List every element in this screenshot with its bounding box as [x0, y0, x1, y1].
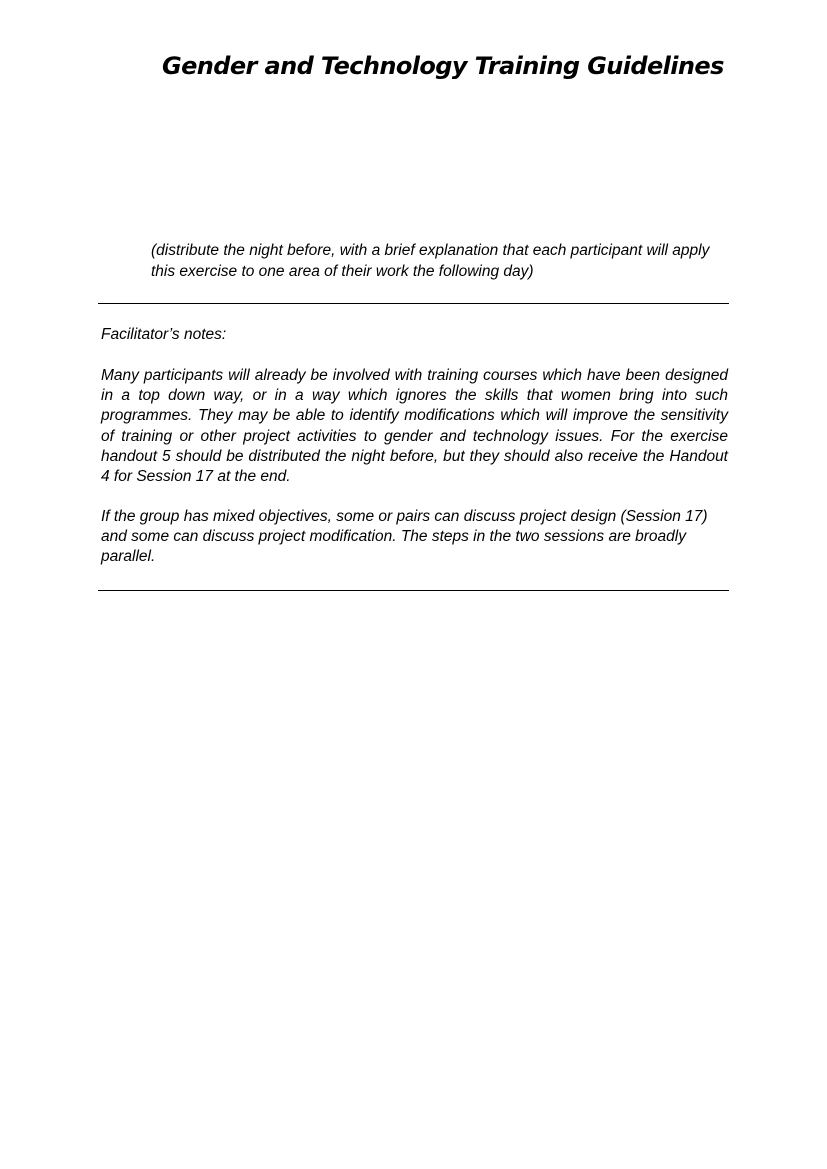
handout-distribution-note: (distribute the night before, with a brief explanation that each participant will apply this exercise to one area of their work the following day) — [151, 242, 710, 280]
facilitator-notes-heading: Facilitator’s notes: — [101, 326, 227, 343]
facilitator-notes-paragraph-1: Many participants will already be involved with training courses which have been designed in a top down way, or in a way which ignores the skills that women bring into such programmes. They may be able to identify modifications which will improve the sensitivity of training or other project activities to gender and technology issues. For the exercise handout 5 should be distributed the night before, but they should also receive the Handout 4 for Session 17 at the end. — [101, 367, 728, 486]
facilitator-notes-paragraph-2: If the group has mixed objectives, some or pairs can discuss project design (Session 17) and some can discuss project modification. The steps in the two sessions are broadly parallel. — [101, 508, 708, 566]
bottom-divider — [98, 590, 729, 591]
page-title: Gender and Technology Training Guidelines — [162, 52, 724, 80]
top-divider — [98, 303, 729, 304]
